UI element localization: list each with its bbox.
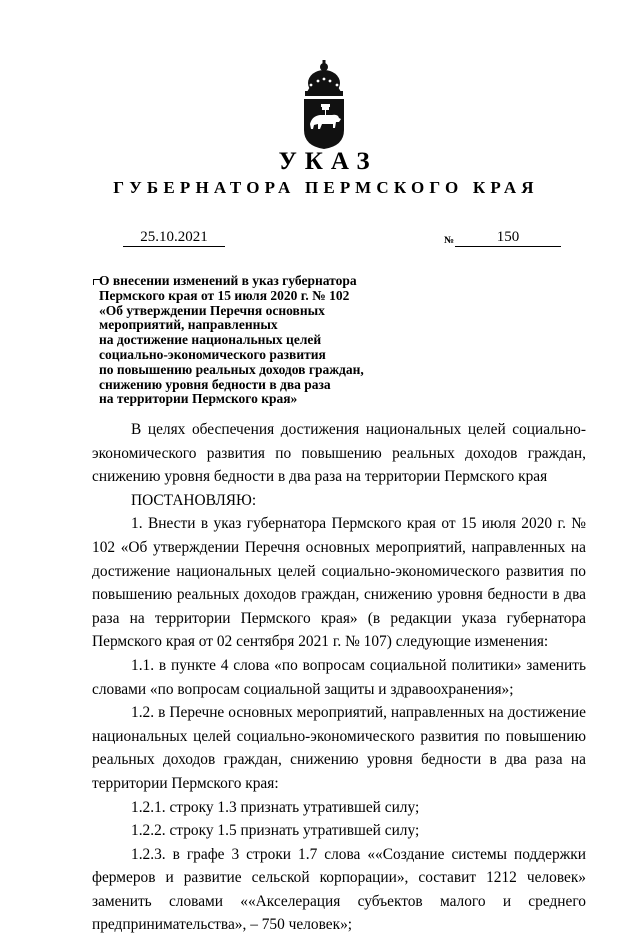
clause-1-2-3: 1.2.3. в графе 3 строки 1.7 слова ««Создание системы поддержки фермеров и развитие сельской корпорации», составит 1212 человек» заменить словами ««Акселерация субъектов малого и среднего предпринимательства», – 750 человек»; (92, 845, 586, 934)
document-subtitle: ГУБЕРНАТОРА ПЕРМСКОГО КРАЯ (113, 178, 539, 197)
subject-line: на территории Пермского края» (99, 391, 298, 407)
document-subject (99, 274, 419, 407)
clause-1: 1. Внести в указ губернатора Пермского края от 15 июля 2020 г. № 102 «Об утверждении Перечня основных мероприятий, направленных на достижение национальных целей социально-экономического развития по повышению реальных доходов граждан, снижению уровня бедности в два раза на территории Пермского края» (в редакции указа губернатора Пермского края от 02 сентября 2021 г. № 107) следующие изменения: (92, 515, 586, 651)
subject-line: по повышению реальных доходов граждан, (99, 361, 364, 377)
subject-line: Пермского края от 15 июля 2020 г. № 102 (99, 287, 350, 303)
document-number: 150 (455, 228, 561, 247)
subject-line: мероприятий, направленных (99, 317, 278, 333)
number-label: № (444, 235, 455, 246)
clause-1-2: 1.2. в Перечне основных мероприятий, направленных на достижение национальных целей социально-экономического развития по повышению реальных доходов граждан, снижению уровня бедности в два раза на территории Пермского края: (92, 704, 586, 792)
subject-line: снижению уровня бедности в два раза (99, 376, 331, 392)
perm-krai-coat-of-arms-icon (298, 58, 350, 150)
document-body (92, 418, 586, 937)
subject-line: О внесении изменений в указ губернатора (99, 273, 357, 288)
subject-line: «Об утверждении Перечня основных (99, 302, 325, 318)
document-title: УКАЗ (278, 148, 378, 175)
preamble-paragraph: В целях обеспечения достижения национальных целей социально-экономического развития по повышению реальных доходов граждан, снижению уровня бедности в два раза на территории Пермского края (92, 421, 586, 486)
clause-1-2-1: 1.2.1. строку 1.3 признать утратившей силу; (131, 798, 420, 816)
clause-1-2-2: 1.2.2. строку 1.5 признать утратившей силу; (131, 822, 420, 840)
subject-line: социально-экономического развития (99, 346, 326, 362)
subject-line: на достижение национальных целей (99, 332, 322, 348)
clause-1-1: 1.1. в пункте 4 слова «по вопросам социальной политики» заменить словами «по вопросам социальной защиты и здравоохранения»; (92, 656, 586, 698)
decree-word: ПОСТАНОВЛЯЮ: (131, 491, 257, 509)
document-date: 25.10.2021 (123, 228, 225, 247)
